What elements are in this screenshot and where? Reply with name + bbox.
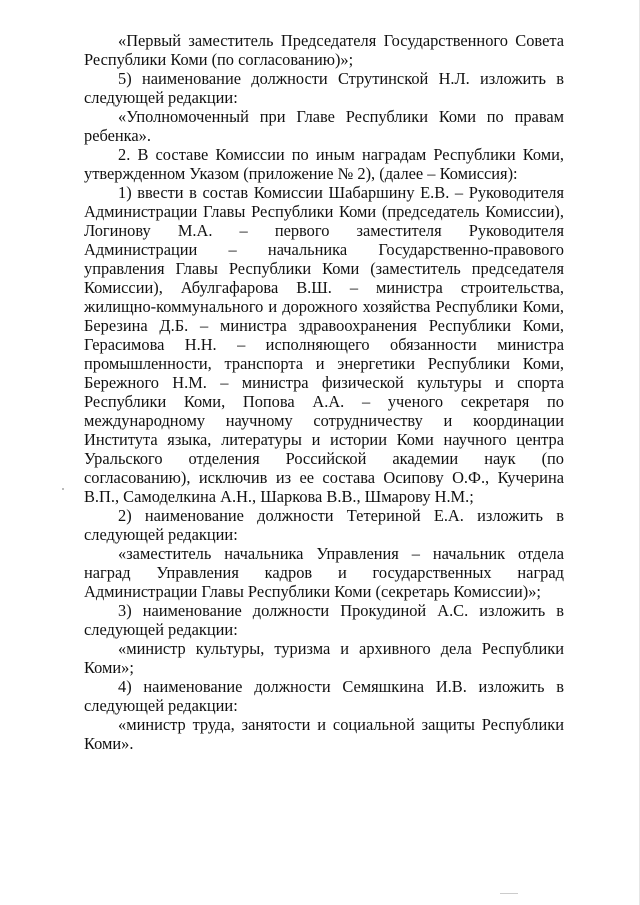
paragraph-11: «министр труда, занятости и социальной защиты Республики Коми». [84, 715, 564, 753]
paragraph-10: 4) наименование должности Семяшкина И.В. изложить в следующей редакции: [84, 677, 564, 715]
paragraph-4: 2. В составе Комиссии по иным наградам Республики Коми, утвержденном Указом (приложение № 2), (далее – Комиссия): [84, 145, 564, 183]
scan-speck [62, 488, 64, 490]
scan-footer-mark [500, 893, 518, 894]
paragraph-1: «Первый заместитель Председателя Государственного Совета Республики Коми (по согласованию)»; [84, 31, 564, 69]
paragraph-5: 1) ввести в состав Комиссии Шабаршину Е.В. – Руководителя Администрации Главы Республики Коми (председатель Комиссии), Логинову М.А. – первого заместителя Руководителя Администрации – начальника Государственно-правового управления Главы Республики Коми (заместитель председателя Комиссии), Абулгафарова В.Ш. – министра строительства, жилищно-коммунального и дорожного хозяйства Республики Коми, Березина Д.Б. – министра здравоохранения Республики Коми, Герасимова Н.Н. – исполняющего обязанности министра промышленности, транспорта и энергетики Республики Коми, Бережного Н.М. – министра физической культуры и спорта Республики Коми, Попова А.А. – ученого секретаря по международному научному сотрудничеству и координации Института языка, литературы и истории Коми научного центра Уральского отделения Российской академии наук (по согласованию), исключив из ее состава Осипову О.Ф., Кучерина В.П., Самоделкина А.Н., Шаркова В.В., Шмарову Н.М.; [84, 183, 564, 506]
paragraph-8: 3) наименование должности Прокудиной А.С. изложить в следующей редакции: [84, 601, 564, 639]
paragraph-7: «заместитель начальника Управления – начальник отдела наград Управления кадров и государственных наград Администрации Главы Республики Коми (секретарь Комиссии)»; [84, 544, 564, 601]
paragraph-6: 2) наименование должности Тетериной Е.А. изложить в следующей редакции: [84, 506, 564, 544]
paragraph-3: «Уполномоченный при Главе Республики Коми по правам ребенка». [84, 107, 564, 145]
document-body [84, 31, 564, 753]
paragraph-9: «министр культуры, туризма и архивного дела Республики Коми»; [84, 639, 564, 677]
paragraph-2: 5) наименование должности Струтинской Н.Л. изложить в следующей редакции: [84, 69, 564, 107]
